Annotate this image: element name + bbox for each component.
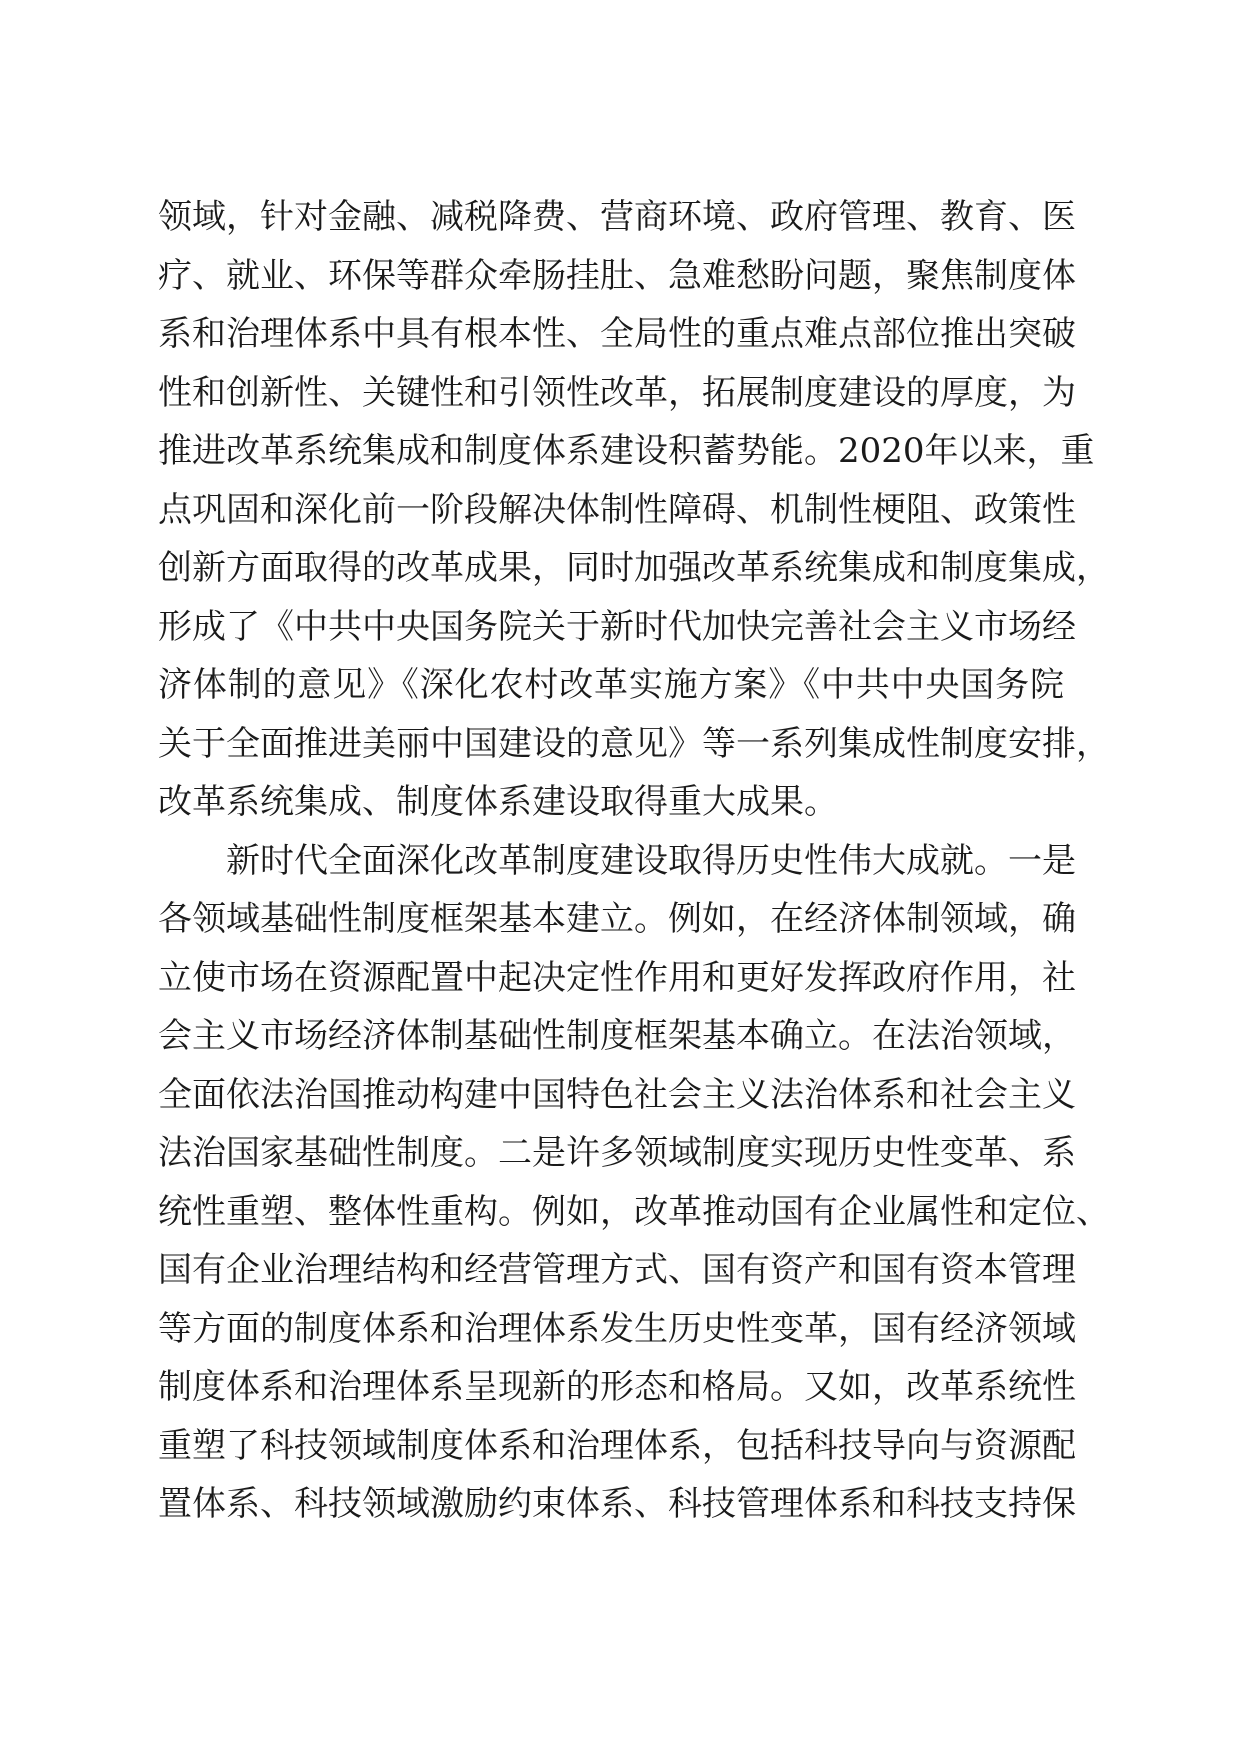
paragraph-line: 点巩固和深化前一阶段解决体制性障碍、机制性梗阻、政策性 bbox=[158, 489, 1076, 530]
paragraph-line: 推进改革系统集成和制度体系建设积蓄势能。2020年以来，重 bbox=[158, 431, 1095, 471]
paragraph-line: 全面依法治国推动构建中国特色社会主义法治体系和社会主义 bbox=[158, 1074, 1076, 1115]
paragraph-line: 国有企业治理结构和经营管理方式、国有资产和国有资本管理 bbox=[158, 1250, 1076, 1290]
paragraph-line: 系和治理体系中具有根本性、全局性的重点难点部位推出突破 bbox=[158, 314, 1076, 354]
paragraph-2 bbox=[158, 832, 1110, 1534]
paragraph-line: 改革系统集成、制度体系建设取得重大成果。 bbox=[158, 782, 838, 822]
paragraph-line: 法治国家基础性制度。二是许多领域制度实现历史性变革、系 bbox=[158, 1133, 1076, 1173]
paragraph-line: 会主义市场经济体制基础性制度框架基本确立。在法治领域， bbox=[158, 1016, 1076, 1056]
paragraph-line: 济体制的意见》《深化农村改革实施方案》《中共中央国务院 bbox=[158, 665, 1064, 705]
paragraph-line: 创新方面取得的改革成果，同时加强改革系统集成和制度集成， bbox=[158, 548, 1110, 588]
paragraph-line: 重塑了科技领域制度体系和治理体系，包括科技导向与资源配 bbox=[158, 1425, 1076, 1466]
paragraph-line: 性和创新性、关键性和引领性改革，拓展制度建设的厚度，为 bbox=[158, 372, 1076, 413]
paragraph-line: 新时代全面深化改革制度建设取得历史性伟大成就。一是 bbox=[226, 840, 1076, 881]
paragraph-line: 立使市场在资源配置中起决定性作用和更好发挥政府作用，社 bbox=[158, 957, 1076, 998]
paragraph-line: 领域，针对金融、减税降费、营商环境、政府管理、教育、医 bbox=[158, 197, 1076, 237]
body-text bbox=[158, 188, 1110, 1534]
paragraph-line: 置体系、科技领域激励约束体系、科技管理体系和科技支持保 bbox=[158, 1484, 1076, 1524]
paragraph-line: 等方面的制度体系和治理体系发生历史性变革，国有经济领域 bbox=[158, 1308, 1076, 1349]
paragraph-line: 制度体系和治理体系呈现新的形态和格局。又如，改革系统性 bbox=[158, 1367, 1076, 1407]
paragraph-1 bbox=[158, 188, 1110, 832]
paragraph-line: 疗、就业、环保等群众牵肠挂肚、急难愁盼问题，聚焦制度体 bbox=[158, 255, 1076, 296]
paragraph-line: 统性重塑、整体性重构。例如，改革推动国有企业属性和定位、 bbox=[158, 1191, 1110, 1232]
paragraph-line: 形成了《中共中央国务院关于新时代加快完善社会主义市场经 bbox=[158, 606, 1076, 647]
paragraph-line: 关于全面推进美丽中国建设的意见》等一系列集成性制度安排， bbox=[158, 723, 1110, 764]
paragraph-line: 各领域基础性制度框架基本建立。例如，在经济体制领域，确 bbox=[158, 899, 1076, 939]
